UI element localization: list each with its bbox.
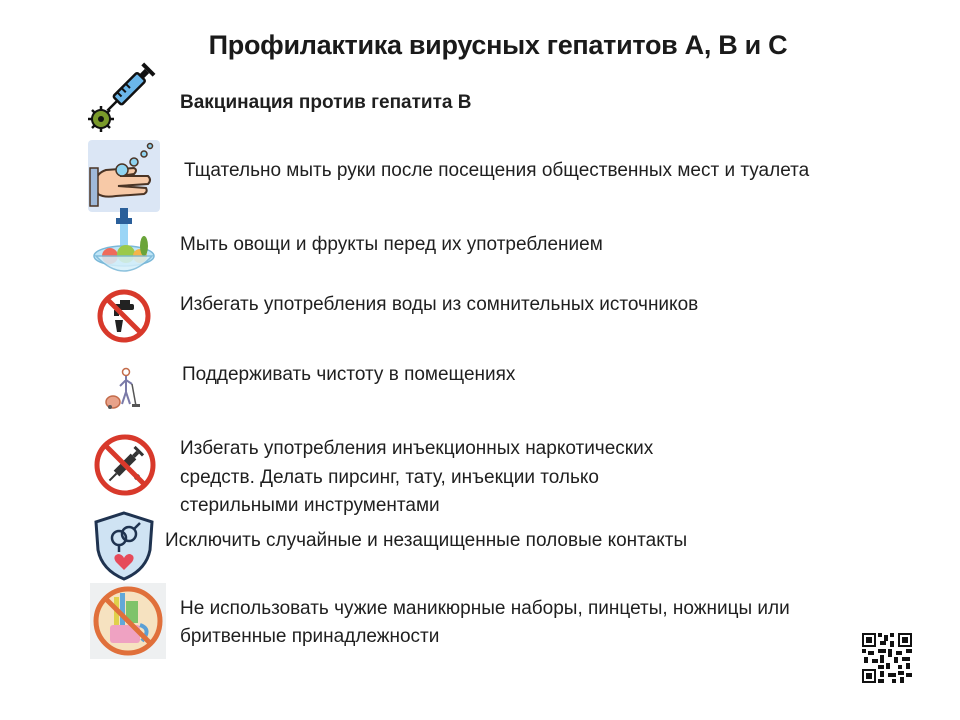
hand-washing-icon	[88, 140, 160, 212]
item-avoid-drugs-line-2: средств. Делать пирсинг, тату, инъекции только	[180, 467, 599, 488]
item-hand-washing: Тщательно мыть руки после посещения общественных мест и туалета	[184, 160, 810, 181]
item-vaccination: Вакцинация против гепатита В	[180, 92, 472, 113]
no-shared-hygiene-items-icon	[90, 583, 166, 659]
item-avoid-drugs-line-3: стерильными инструментами	[180, 495, 440, 516]
item-avoid-unsafe-water: Избегать употребления воды из сомнительных источников	[180, 294, 699, 315]
page-title: Профилактика вирусных гепатитов A, B и C	[208, 30, 788, 60]
item-protected-contacts: Исключить случайные и незащищенные половые контакты	[165, 530, 688, 551]
vaccine-syringe-virus-icon	[84, 56, 164, 136]
item-no-shared-items-line-2: бритвенные принадлежности	[180, 626, 440, 647]
no-tap-water-icon	[96, 288, 152, 344]
vacuum-cleaning-icon	[104, 366, 142, 410]
no-injection-drugs-icon	[93, 433, 157, 497]
washing-fruits-icon	[92, 208, 156, 280]
item-washing-fruits: Мыть овощи и фрукты перед их употреблением	[180, 234, 603, 255]
item-cleanliness: Поддерживать чистоту в помещениях	[182, 364, 516, 385]
protected-sex-shield-icon	[92, 510, 156, 582]
item-avoid-drugs-line-1: Избегать употребления инъекционных наркотических	[180, 438, 654, 459]
qr-code-icon[interactable]	[862, 633, 912, 683]
item-no-shared-items-line-1: Не использовать чужие маникюрные наборы, пинцеты, ножницы или	[180, 598, 790, 619]
